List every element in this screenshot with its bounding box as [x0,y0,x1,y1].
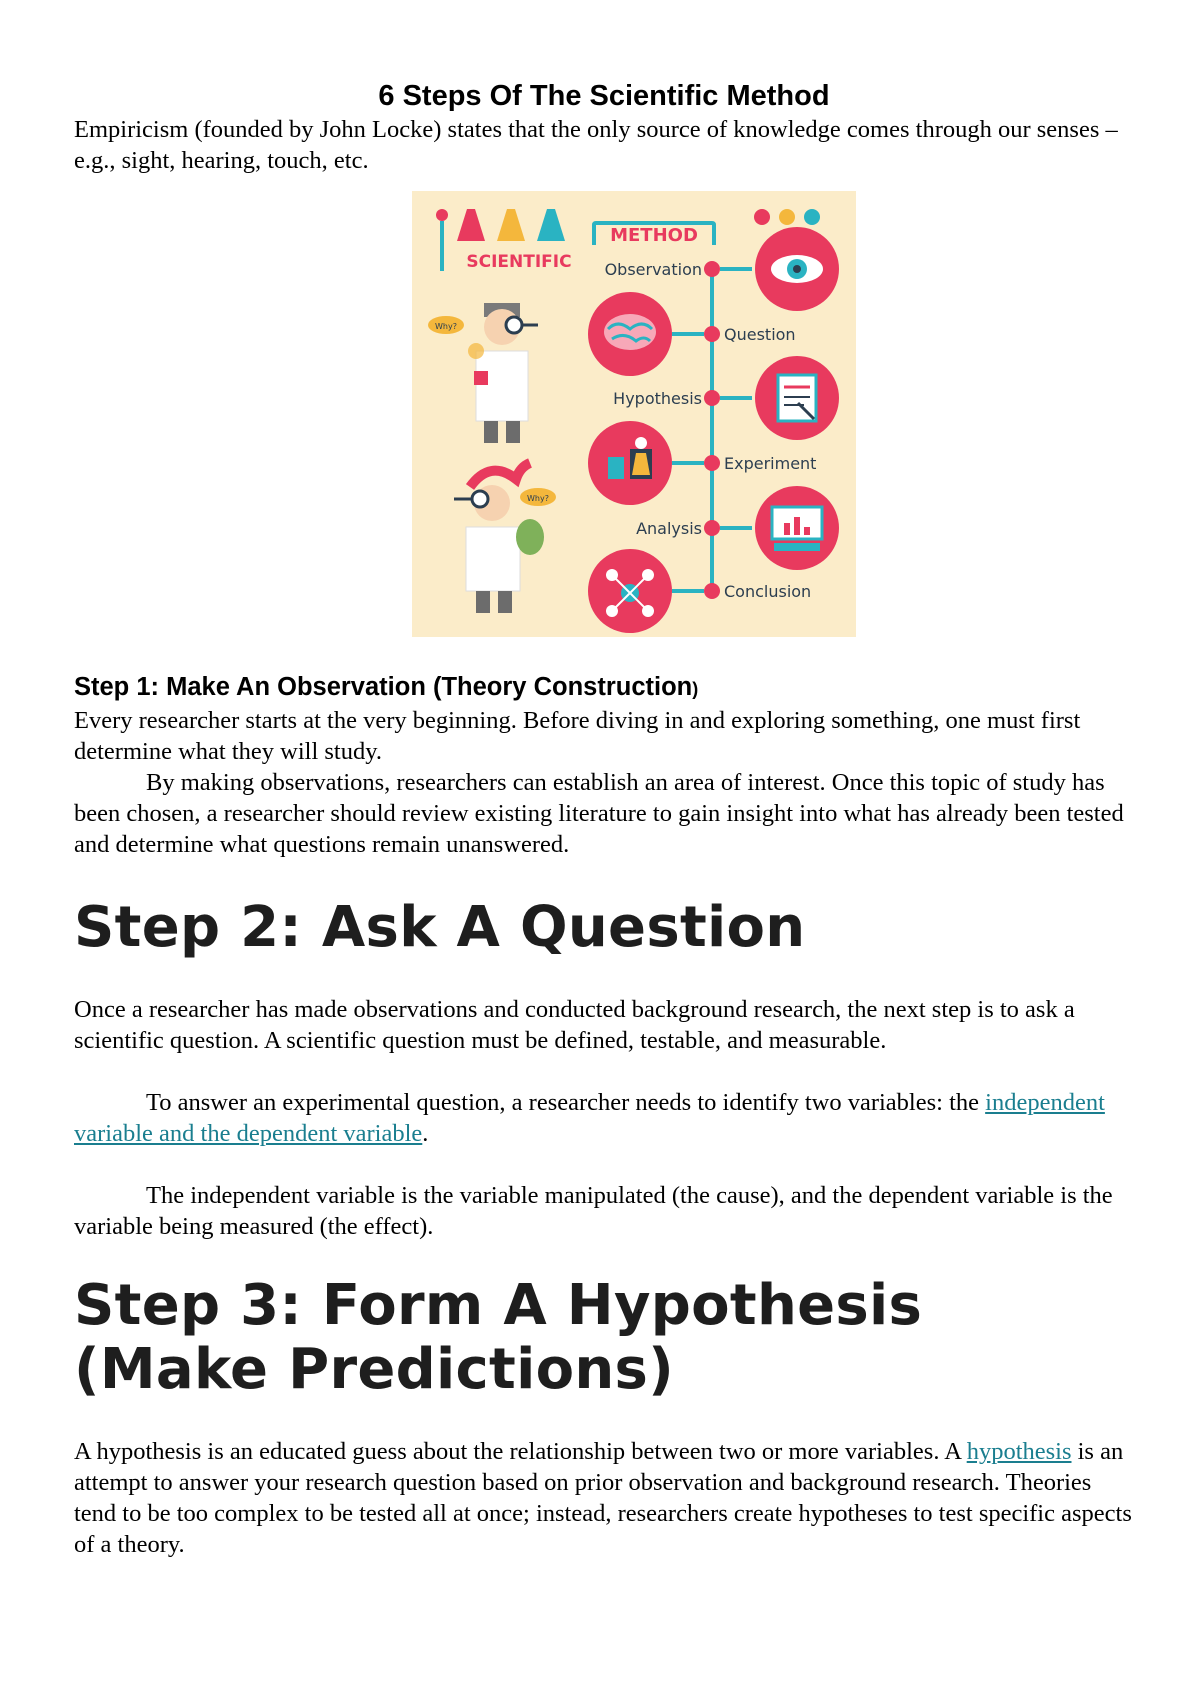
step-label-analysis: Analysis [636,519,702,538]
decor-dot-teal [804,209,820,225]
step2-paragraph-2-end: . [422,1120,429,1147]
step1-heading-text: Step 1: Make An Observation (Theory Construction [74,673,693,701]
step1-paragraph-1: Every researcher starts at the very beginning. Before diving in and exploring something, one must first determine what they will study. [74,707,1081,765]
step1-heading-paren: ) [692,679,699,699]
step3-heading [74,1274,1134,1402]
step2-paragraph-3: The independent variable is the variable manipulated (the cause), and the dependent variable is the variable being measured (the effect). [74,1182,1113,1240]
decor-dot-yellow [779,209,795,225]
step2-paragraph-2-text: To answer an experimental question, a researcher needs to identify two variables: the [146,1089,986,1116]
hypothesis-link[interactable]: hypothesis [966,1438,1072,1465]
step3-paragraph-1 [74,1436,1134,1560]
svg-text:Why?: Why? [435,322,457,331]
step-label-question: Question [724,325,796,344]
step-label-conclusion: Conclusion [724,582,812,601]
step3-heading-line-2: (Make Predictions) [74,1337,675,1402]
flask-icons [457,209,565,241]
infographic-method-label: METHOD [610,225,698,246]
step3-paragraph-1-end: is an attempt to answer your research question based on prior observation and background research. Theories tend to be too complex to be tested all at once; instead, researchers create hypotheses to test specific aspects of a theory. [74,1438,1132,1558]
step3-heading-line-1: Step 3: Form A Hypothesis [74,1273,923,1338]
svg-text:Why?: Why? [527,494,549,503]
scientific-method-infographic [412,191,856,637]
step-label-observation: Observation [604,260,702,279]
step2-heading: Step 2: Ask A Question [74,895,806,960]
independent-dependent-variable-link[interactable]: independent variable and the dependent variable [74,1089,1105,1147]
decor-dot-red [754,209,770,225]
step3-paragraph-1-text: A hypothesis is an educated guess about the relationship between two or more variables. A [74,1438,967,1465]
intro-paragraph: Empiricism (founded by John Locke) states that the only source of knowledge comes through our senses – e.g., sight, hearing, touch, etc. [74,116,1118,174]
document-title: 6 Steps Of The Scientific Method [378,80,830,112]
step-label-experiment: Experiment [724,454,817,473]
step2-paragraph-1: Once a researcher has made observations and conducted background research, the next step is to ask a scientific question. A scientific question must be defined, testable, and measurable. [74,996,1075,1054]
step1-heading [74,671,1134,705]
figure-container [74,191,1134,637]
step2-paragraph-2 [74,1087,1134,1149]
infographic-scientific-label: SCIENTIFIC [466,252,572,272]
document-body [74,78,1134,1560]
step1-paragraph-2: By making observations, researchers can establish an area of interest. Once this topic of study has been chosen, a researcher should review existing literature to gain insight into what has already been tested and determine what questions remain unanswered. [74,769,1124,858]
step-label-hypothesis: Hypothesis [613,389,702,408]
